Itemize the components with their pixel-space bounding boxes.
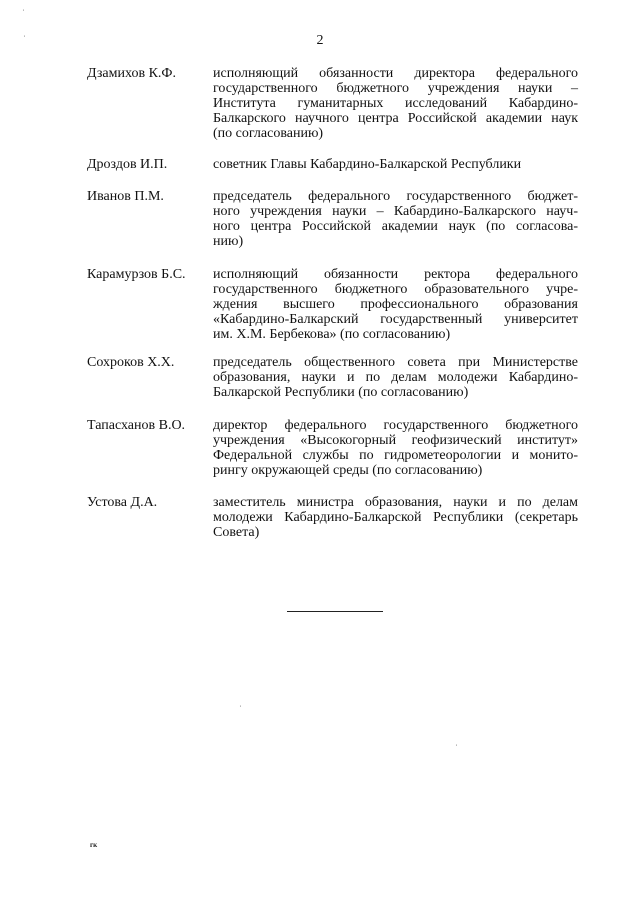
role-line: ного центра Российской академии наук (по согласова- [213, 219, 578, 234]
role-line: исполняющий обязанности ректора федерального [213, 267, 578, 282]
member-role [213, 66, 578, 141]
page-number: 2 [316, 33, 324, 48]
member-name: Иванов П.М. [87, 189, 164, 204]
role-line: рингу окружающей среды (по согласованию) [213, 463, 483, 478]
member-role [213, 189, 578, 249]
member-name: Дроздов И.П. [87, 157, 168, 172]
role-line: государственного бюджетного учреждения науки – [213, 81, 578, 96]
member-role [213, 267, 578, 342]
role-line: молодежи Кабардино-Балкарской Республики (секретарь [213, 510, 578, 525]
role-line: образования, науки и по делам молодежи Кабардино- [213, 370, 578, 385]
scan-speck: ˙ [239, 704, 242, 713]
role-line: директор федерального государственного бюджетного [213, 418, 578, 433]
member-role [213, 495, 578, 540]
footer-code: гк [90, 841, 98, 849]
member-name: Сохроков Х.Х. [87, 355, 175, 370]
role-line: председатель общественного совета при Министерстве [213, 355, 578, 370]
scan-speck: ˙ [23, 34, 26, 43]
role-line: нию) [213, 234, 244, 249]
member-name: Тапасханов В.О. [87, 418, 186, 433]
role-line: председатель федерального государственного бюджет- [213, 189, 578, 204]
scan-speck: ˙ [455, 743, 458, 752]
role-line: «Кабардино-Балкарский государственный университет [213, 312, 578, 327]
scan-speck: ˙ [22, 8, 25, 17]
role-line: государственного бюджетного образовательного учре- [213, 282, 578, 297]
closing-divider [287, 611, 383, 612]
member-name: Карамурзов Б.С. [87, 267, 186, 282]
role-line: Института гуманитарных исследований Кабардино- [213, 96, 578, 111]
member-name: Устова Д.А. [87, 495, 158, 510]
role-line: Балкарского научного центра Российской академии наук [213, 111, 578, 126]
role-line: Балкарской Республики (по согласованию) [213, 385, 469, 400]
role-line: учреждения «Высокогорный геофизический институт» [213, 433, 578, 448]
member-name: Дзамихов К.Ф. [87, 66, 176, 81]
role-line: советник Главы Кабардино-Балкарской Республики [213, 157, 522, 172]
role-line: (по согласованию) [213, 126, 324, 141]
role-line: заместитель министра образования, науки и по делам [213, 495, 578, 510]
member-role [213, 418, 578, 478]
role-line: им. Х.М. Бербекова» (по согласованию) [213, 327, 451, 342]
role-line: Федеральной службы по гидрометеорологии и монито- [213, 448, 578, 463]
role-line: Совета) [213, 525, 260, 540]
role-line: ного учреждения науки – Кабардино-Балкарского науч- [213, 204, 578, 219]
role-line: ждения высшего профессионального образования [213, 297, 578, 312]
role-line: исполняющий обязанности директора федерального [213, 66, 578, 81]
member-role [213, 157, 578, 172]
member-role [213, 355, 578, 400]
